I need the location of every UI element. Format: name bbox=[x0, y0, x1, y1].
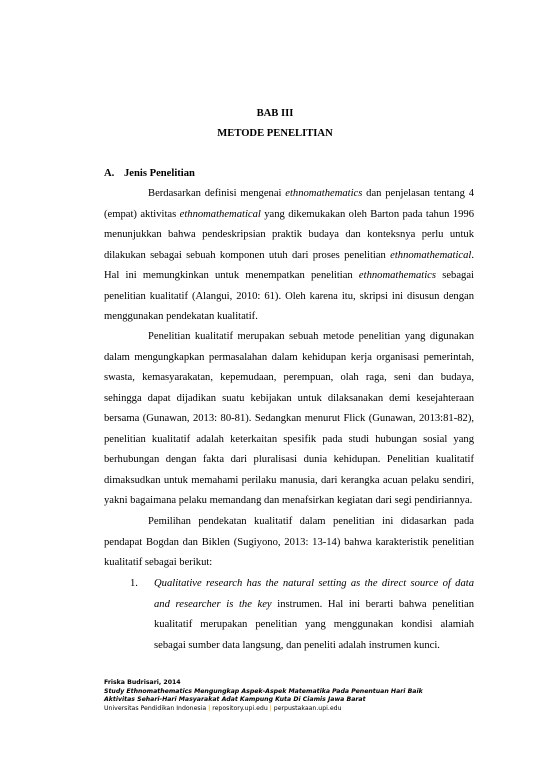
list-item-body bbox=[154, 574, 474, 656]
footer-links bbox=[104, 705, 504, 714]
chapter-label: BAB III bbox=[256, 108, 294, 119]
paragraph-1-text: sebagai penelitian kualitatif (Alangui, 2010: 61). Oleh karena itu, skripsi ini disusun dengan menggunakan pendekatan kualitatif. bbox=[104, 270, 474, 322]
footer-university: Universitas Pendidikan Indonesia bbox=[104, 704, 207, 712]
paragraph-1-text: Berdasarkan definisi mengenai bbox=[148, 188, 286, 199]
footer-separator: | bbox=[208, 704, 211, 712]
footer-repository-link[interactable]: repository.upi.edu bbox=[212, 704, 268, 712]
paragraph-1-text: yang dikemukakan oleh Barton pada tahun 1996 menunjukkan bahwa pendeskripsian praktik budaya dan konteksnya perlu untuk dilakukan sebagai sebuah komponen utuh dari proses penelitian bbox=[104, 208, 475, 261]
list-item-number: 1. bbox=[130, 578, 138, 589]
paragraph-1-term: ethnomathematical bbox=[179, 208, 261, 220]
section-heading bbox=[104, 168, 195, 179]
footer-author: Friska Budrisari, 2014 bbox=[104, 679, 181, 686]
paragraph-1-term: ethnomathematics bbox=[285, 188, 363, 199]
paragraph-1-term: ethnomathematics bbox=[358, 270, 437, 281]
footer bbox=[104, 679, 504, 713]
section-letter: A. bbox=[104, 168, 115, 179]
paragraph-2: Penelitian kualitatif merupakan sebuah metode penelitian yang digunakan dalam mengungkapkan permasalahan dalam kehidupan kerja organisasi pemerintah, swasta, kemasyarakatan, kepemudaan, perempuan, olah raga, seni dan budaya, sehingga dapat dijadikan suatu kebijakan untuk dilaksanakan demi kesejahteraan bersama (Gunawan, 2013: 80-81). Sedangkan menurut Flick (Gunawan, 2013:81-82), penelitian kualitatif adalah keterkaitan spesifik pada studi hubungan sosial yang berhubungan dengan fakta dari pluralisasi dunia kehidupan. Penelitian kualitatif dimaksudkan untuk memahami perilaku manusia, dari kerangka acuan pelaku sendiri, yakni bagaimana pelaku memandang dan menafsirkan kegiatan dari segi pendiriannya. bbox=[104, 331, 474, 506]
list-item-text: instrumen. Hal ini berarti bahwa penelitian kualitatif merupakan penelitian yang menggunakan kondisi alamiah sebagai sumber data langsung, dan peneliti adalah instrumen kunci. bbox=[154, 598, 474, 651]
list-item-italic: Qualitative research has the natural setting as the direct source of data and researcher is the key bbox=[154, 578, 474, 610]
paragraph-3: Pemilihan pendekatan kualitatif dalam penelitian ini didasarkan pada pendapat Bogdan dan Biklen (Sugiyono, 2013: 13-14) bahwa karakteristik penelitian kualitatif sebagai berikut: bbox=[104, 516, 474, 568]
footer-library-link[interactable]: perpustakaan.upi.edu bbox=[273, 704, 342, 712]
footer-title-line-2: Aktivitas Sehari-Hari Masyarakat Adat Kampung Kuta Di Ciamis Jawa Barat bbox=[104, 696, 366, 704]
footer-separator: | bbox=[269, 704, 272, 712]
footer-title-line-1: Study Ethnomathematics Mengungkap Aspek-Aspek Matematika Pada Penentuan Hari Baik bbox=[104, 687, 423, 695]
section-title: Jenis Penelitian bbox=[124, 168, 195, 179]
list-item bbox=[130, 574, 474, 656]
paragraph-1-term: ethnomathematical bbox=[390, 249, 472, 261]
paragraph-1-text: dan penjelasan tentang 4 (empat) aktivitas bbox=[104, 188, 474, 220]
paragraph-1 bbox=[104, 184, 474, 328]
paragraph-1-text: . Hal ini memungkinkan untuk menempatkan penelitian bbox=[104, 249, 474, 281]
chapter-title: METODE PENELITIAN bbox=[217, 128, 333, 139]
